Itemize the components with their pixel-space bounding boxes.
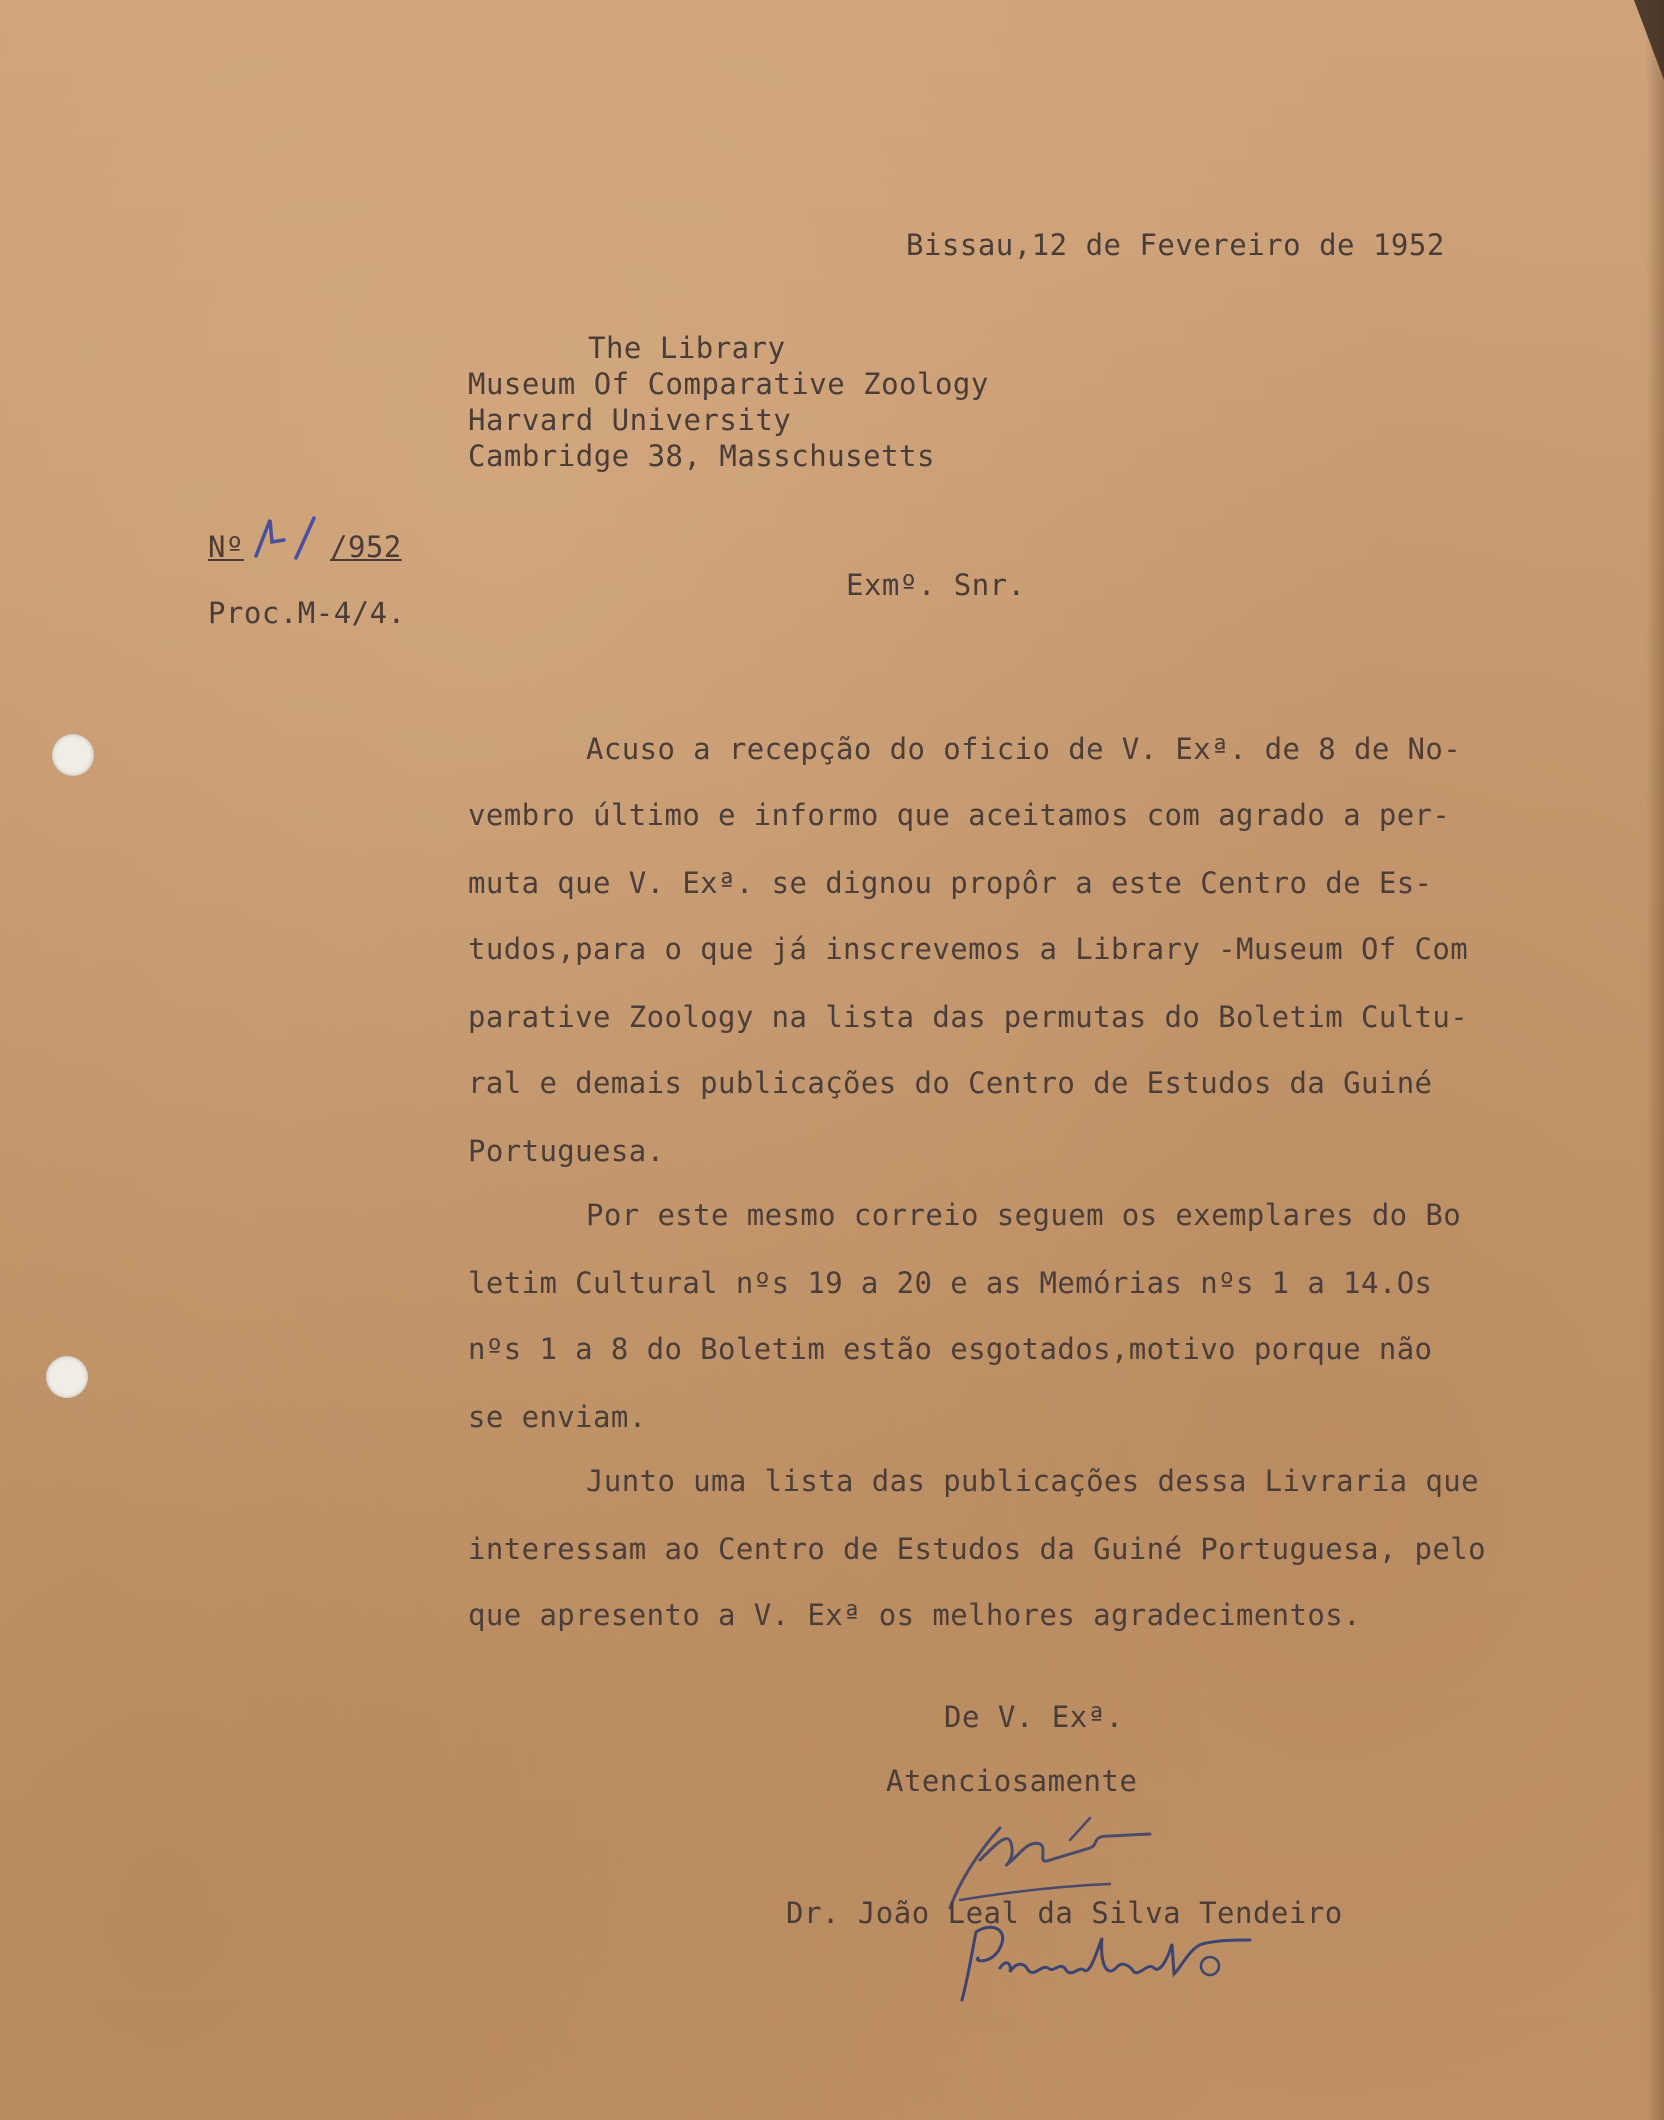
signatory-name: Dr. João Leal da Silva Tendeiro xyxy=(786,1896,1343,1930)
paragraph-line: nºs 1 a 8 do Boletim estão esgotados,motivo porque não xyxy=(468,1332,1433,1366)
paragraph-line: interessam ao Centro de Estudos da Guiné Portuguesa, pelo xyxy=(468,1532,1486,1566)
paragraph-line: Acuso a recepção do oficio de V. Exª. de 8 de No- xyxy=(586,732,1462,766)
salutation: Exmº. Snr. xyxy=(846,568,1026,602)
paragraph-line: Por este mesmo correio seguem os exemplares do Bo xyxy=(586,1198,1462,1232)
torn-corner xyxy=(1634,0,1664,80)
recipient-line: Harvard University xyxy=(468,403,792,437)
recipient-line: The Library xyxy=(588,331,786,365)
paragraph-line: Portuguesa. xyxy=(468,1134,665,1168)
reference-suffix: /952 xyxy=(330,530,402,564)
punch-hole-bottom xyxy=(46,1356,88,1398)
paragraph-line: tudos,para o que já inscrevemos a Library -Museum Of Com xyxy=(468,932,1469,966)
reference-prefix: Nº xyxy=(208,530,244,564)
paragraph-line: muta que V. Exª. se dignou propôr a este Centro de Es- xyxy=(468,866,1433,900)
paragraph-line: se enviam. xyxy=(468,1400,647,1434)
closing-formula: De V. Exª. xyxy=(944,1700,1124,1734)
recipient-line: Museum Of Comparative Zoology xyxy=(468,367,989,401)
paragraph-line: ral e demais publicações do Centro de Estudos da Guiné xyxy=(468,1066,1433,1100)
recipient-line: Cambridge 38, Masschusetts xyxy=(468,439,935,473)
handwritten-title xyxy=(950,1918,1290,2008)
punch-hole-top xyxy=(52,734,94,776)
letter-date: Bissau,12 de Fevereiro de 1952 xyxy=(906,228,1445,262)
handwritten-number xyxy=(248,512,328,572)
reference-number xyxy=(208,512,428,572)
paragraph-line: que apresento a V. Exª os melhores agradecimentos. xyxy=(468,1598,1361,1632)
process-reference: Proc.M-4/4. xyxy=(208,596,406,630)
closing-regards: Atenciosamente xyxy=(886,1764,1138,1798)
paragraph-line: Junto uma lista das publicações dessa Livraria que xyxy=(586,1464,1479,1498)
page-edge-shadow xyxy=(1646,0,1664,2120)
recipient-address xyxy=(468,330,989,474)
paragraph-line: vembro último e informo que aceitamos com agrado a per- xyxy=(468,798,1451,832)
paragraph-line: letim Cultural nºs 19 a 20 e as Memórias nºs 1 a 14.Os xyxy=(468,1266,1433,1300)
paragraph-line: parative Zoology na lista das permutas do Boletim Cultu- xyxy=(468,1000,1469,1034)
